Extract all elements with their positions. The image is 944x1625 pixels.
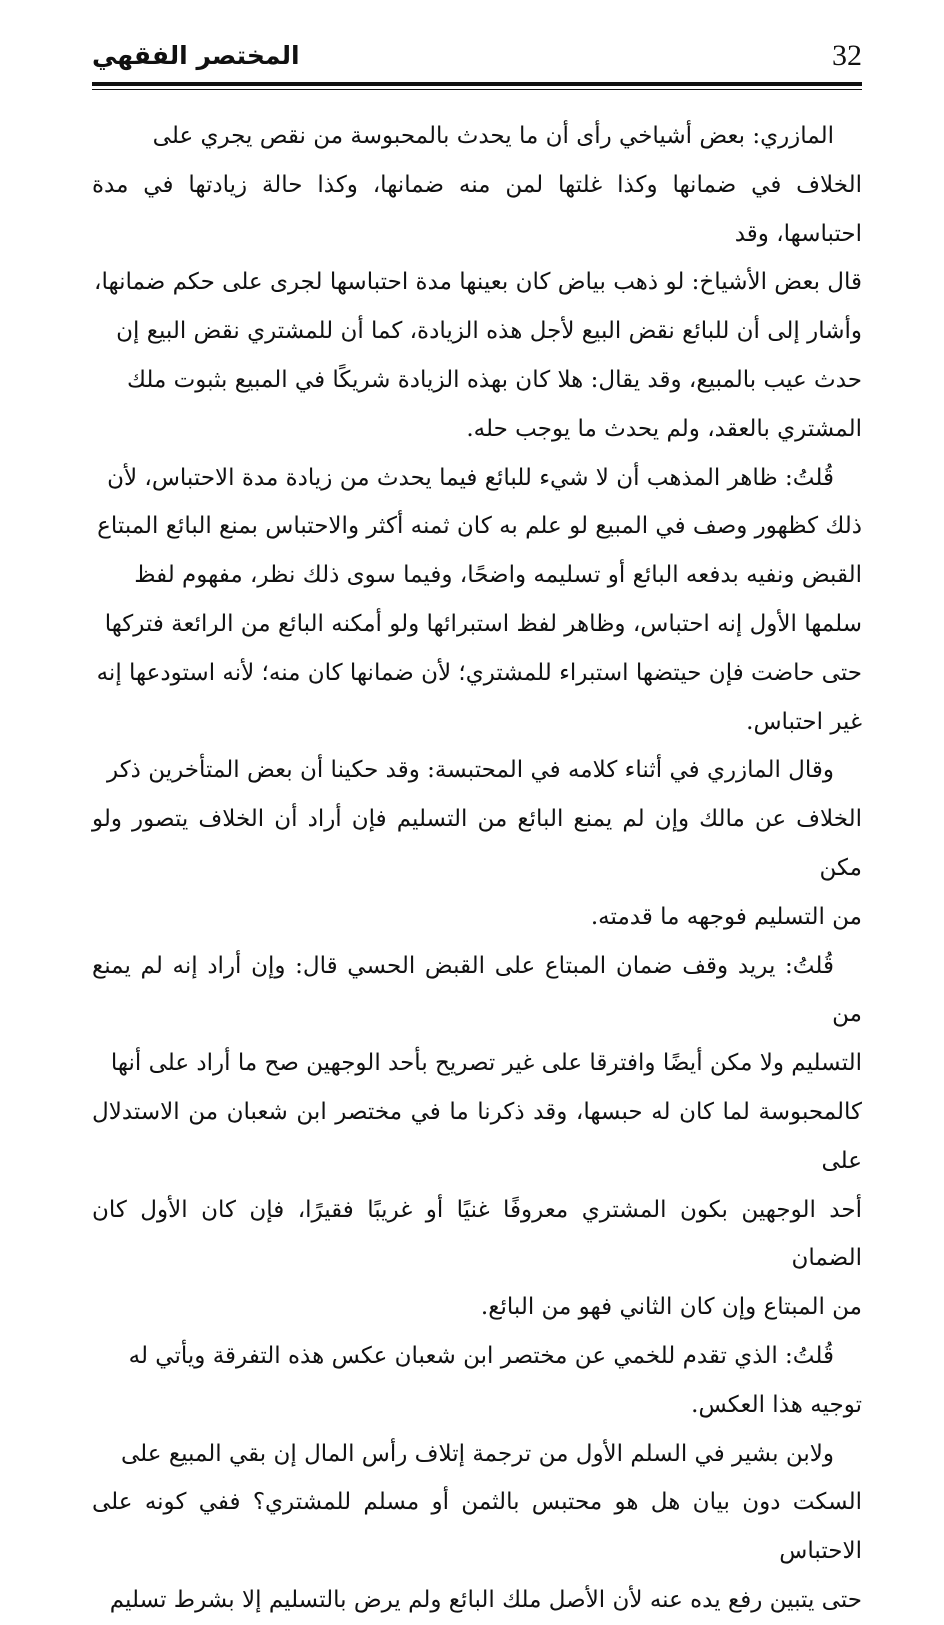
paragraph: المازري: بعض أشياخي رأى أن ما يحدث بالمحبوسة من نقص يجري على الخلاف في ضمانها وكذا غلتها لمن منه ضمانها، وكذا حالة زيادتها في مدة احتباسها، وقد قال بعض الأشياخ: لو ذهب بياض كان بعينها مدة احتباسها لجرى على حكم ضمانها، وأشار إلى أن للبائع نقض البيع لأجل هذه الزيادة، كما أن للمشتري نقض البيع إن حدث عيب بالمبيع، وقد يقال: هلا كان بهذه الزيادة شريكًا في المبيع بثبوت ملك المشتري بالعقد، ولم يحدث ما يوجب حله.	[92, 123, 862, 442]
page-number: 32	[832, 39, 862, 72]
page-header	[92, 36, 862, 76]
paragraph: قُلتُ: ظاهر المذهب أن لا شيء للبائع فيما يحدث من زيادة مدة الاحتباس، لأن ذلك كظهور وصف في المبيع لو علم به كان ثمنه أكثر والاحتباس بمنع البائع المبتاع القبض ونفيه بدفعه البائع أو تسليمه واضحًا، وفيما سوى ذلك نظر، مفهوم لفظ سلمها الأول إنه احتباس، وظاهر لفظ استبرائها ولو أمكنه البائع من الرائعة فتركها حتى حاضت فإن حيتضها استبراء للمشتري؛ لأن ضمانها كان منه؛ لأنه استودعها إنه غير احتباس.	[96, 464, 862, 735]
paragraph: قُلتُ: الذي تقدم للخمي عن مختصر ابن شعبان عكس هذه التفرقة ويأتي له توجيه هذا العكس.	[128, 1342, 862, 1418]
header-rule-thin	[92, 89, 862, 90]
paragraph: وقال المازري في أثناء كلامه في المحتبسة: وقد حكينا أن بعض المتأخرين ذكر الخلاف عن مالك وإن لم يمنع البائع من التسليم فإن أراد أن الخلاف يتصور ولو مكن من التسليم فوجهه ما قدمته.	[92, 757, 862, 930]
paragraph: قُلتُ: يريد وقف ضمان المبتاع على القبض الحسي قال: وإن أراد إنه لم يمنع من التسليم ولا مكن أيضًا وافترقا على غير تصريح بأحد الوجهين صح ما أراد على أنها كالمحبوسة لما كان له حبسها، وقد ذكرنا ما في مختصر ابن شعبان من الاستدلال على أحد الوجهين بكون المشتري معروفًا غنيًا أو غريبًا فقيرًا، فإن كان الأول كان الضمان من المبتاع وإن كان الثاني فهو من البائع.	[92, 952, 862, 1321]
paragraph: ولابن بشير في السلم الأول من ترجمة إتلاف رأس المال إن بقي المبيع على السكت دون بيان هل هو محتبس بالثمن أو مسلم للمشتري؟ ففي كونه على الاحتباس حتى يتبين رفع يده عنه لأن الأصل ملك البائع ولم يرض بالتسليم إلا بشرط تسليم	[92, 1440, 862, 1613]
body-text	[92, 112, 862, 1625]
book-title: المختصر الفقهي	[92, 41, 300, 70]
header-rule-thick	[92, 82, 862, 86]
